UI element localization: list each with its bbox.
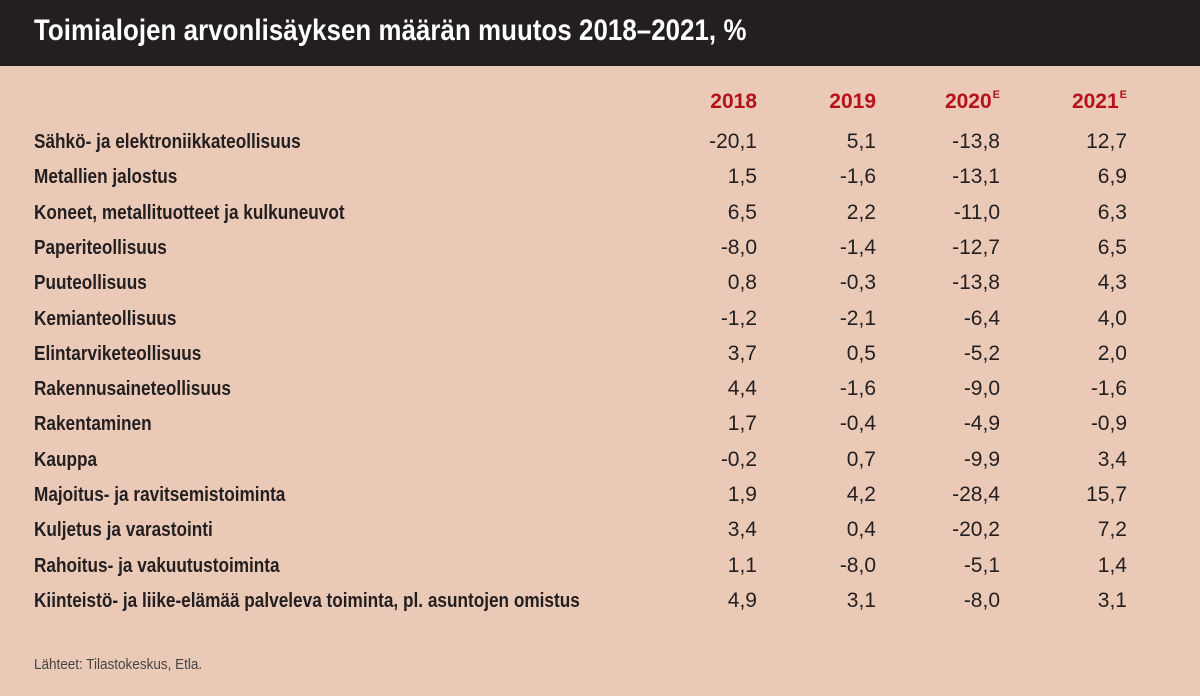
estimate-mark: E [1119, 89, 1127, 101]
title-bar [0, 0, 1200, 66]
row-label: Metallien jalostus [34, 166, 178, 189]
row-label: Puuteollisuus [34, 272, 147, 295]
value-cell-2020: -5,2 [963, 341, 1000, 365]
row-label: Kiinteistö- ja liike-elämää palveleva toiminta, pl. asuntojen omistus [34, 589, 580, 612]
value-cell-2018: -20,1 [709, 130, 757, 153]
value-cell-2020: -11,0 [953, 200, 1000, 224]
value-cell-2018: 1,9 [727, 483, 757, 506]
value-cell-2018: 1,1 [727, 553, 757, 577]
value-cell-2018: 1,7 [727, 412, 757, 436]
source-note: Lähteet: Tilastokeskus, Etla. [34, 656, 203, 673]
column-year: 2020 [944, 90, 992, 113]
value-cell-2021: 6,9 [1097, 165, 1127, 189]
value-cell-2020: -13,8 [952, 271, 1000, 295]
value-cell-2018: 1,5 [727, 165, 757, 189]
value-cell-2021: 2,0 [1097, 341, 1127, 365]
value-cell-2019: 0,7 [846, 447, 876, 471]
row-label: Majoitus- ja ravitsemistoiminta [34, 484, 286, 506]
value-cell-2020: -8,0 [963, 588, 1000, 612]
value-cell-2020: -20,2 [952, 518, 1000, 542]
value-cell-2021: 3,4 [1097, 447, 1127, 471]
value-cell-2018: 3,4 [727, 518, 757, 542]
column-header-2020 [910, 90, 1000, 114]
value-cell-2019: -1,4 [839, 235, 876, 259]
value-cell-2020: -12,7 [952, 235, 1000, 259]
column-header-2021 [1037, 90, 1127, 114]
row-label: Rahoitus- ja vakuutustoiminta [34, 554, 280, 577]
value-cell-2019: -2,1 [839, 306, 876, 330]
value-cell-2018: 6,5 [727, 200, 757, 224]
value-cell-2020: -4,9 [963, 412, 1000, 436]
row-label: Rakentaminen [34, 413, 152, 436]
value-cell-2019: 5,1 [846, 130, 876, 153]
value-cell-2020: -9,0 [963, 377, 1000, 401]
value-cell-2020: -9,9 [963, 447, 1000, 471]
row-label: Paperiteollisuus [34, 236, 167, 259]
value-cell-2020: -13,8 [952, 130, 1000, 153]
value-cell-2018: -8,0 [720, 235, 757, 259]
value-cell-2018: 4,9 [727, 588, 757, 612]
value-cell-2020: -28,4 [952, 483, 1000, 506]
row-label: Kemianteollisuus [34, 307, 177, 330]
column-year: 2019 [829, 90, 876, 113]
value-cell-2018: -1,2 [720, 306, 757, 330]
column-header-2019 [786, 90, 876, 114]
value-cell-2018: -0,2 [720, 447, 757, 471]
column-header-2018 [667, 90, 757, 114]
value-cell-2021: 12,7 [1086, 130, 1127, 153]
value-cell-2019: -0,4 [839, 412, 876, 436]
column-year: 2018 [710, 90, 757, 113]
value-cell-2021: -0,9 [1090, 412, 1127, 436]
chart-title: Toimialojen arvonlisäyksen määrän muutos 2018–2021, % [34, 14, 747, 47]
value-cell-2021: 4,0 [1097, 306, 1127, 330]
value-cell-2021: 3,1 [1097, 588, 1127, 612]
row-label: Kuljetus ja varastointi [34, 519, 213, 542]
value-cell-2020: -5,1 [963, 553, 1000, 577]
value-cell-2021: 15,7 [1086, 483, 1127, 506]
value-cell-2020: -6,4 [963, 306, 1000, 330]
value-cell-2019: -1,6 [839, 165, 876, 189]
value-cell-2021: 7,2 [1097, 518, 1127, 542]
value-cell-2018: 0,8 [727, 271, 757, 295]
value-cell-2019: 2,2 [846, 200, 876, 224]
value-cell-2021: 6,3 [1097, 200, 1127, 224]
value-cell-2019: 0,5 [846, 341, 876, 365]
row-label: Koneet, metallituotteet ja kulkuneuvot [34, 201, 345, 224]
value-cell-2020: -13,1 [952, 165, 1000, 189]
row-label: Elintarviketeollisuus [34, 342, 202, 365]
value-cell-2019: -1,6 [839, 377, 876, 401]
value-cell-2019: -0,3 [839, 271, 876, 295]
value-cell-2018: 4,4 [727, 377, 757, 401]
value-cell-2021: 6,5 [1097, 235, 1127, 259]
row-label: Kauppa [34, 448, 98, 471]
column-year: 2021 [1071, 90, 1119, 113]
row-label: Sähkö- ja elektroniikkateollisuus [34, 131, 301, 153]
row-label: Rakennusaineteollisuus [34, 378, 231, 401]
value-cell-2019: 3,1 [846, 588, 876, 612]
value-cell-2018: 3,7 [727, 341, 757, 365]
value-cell-2021: 4,3 [1097, 271, 1127, 295]
value-cell-2019: 0,4 [846, 518, 876, 542]
estimate-mark: E [992, 89, 1000, 101]
value-cell-2021: 1,4 [1097, 553, 1127, 577]
value-cell-2021: -1,6 [1090, 377, 1127, 401]
value-cell-2019: -8,0 [839, 553, 876, 577]
value-cell-2019: 4,2 [846, 483, 876, 506]
